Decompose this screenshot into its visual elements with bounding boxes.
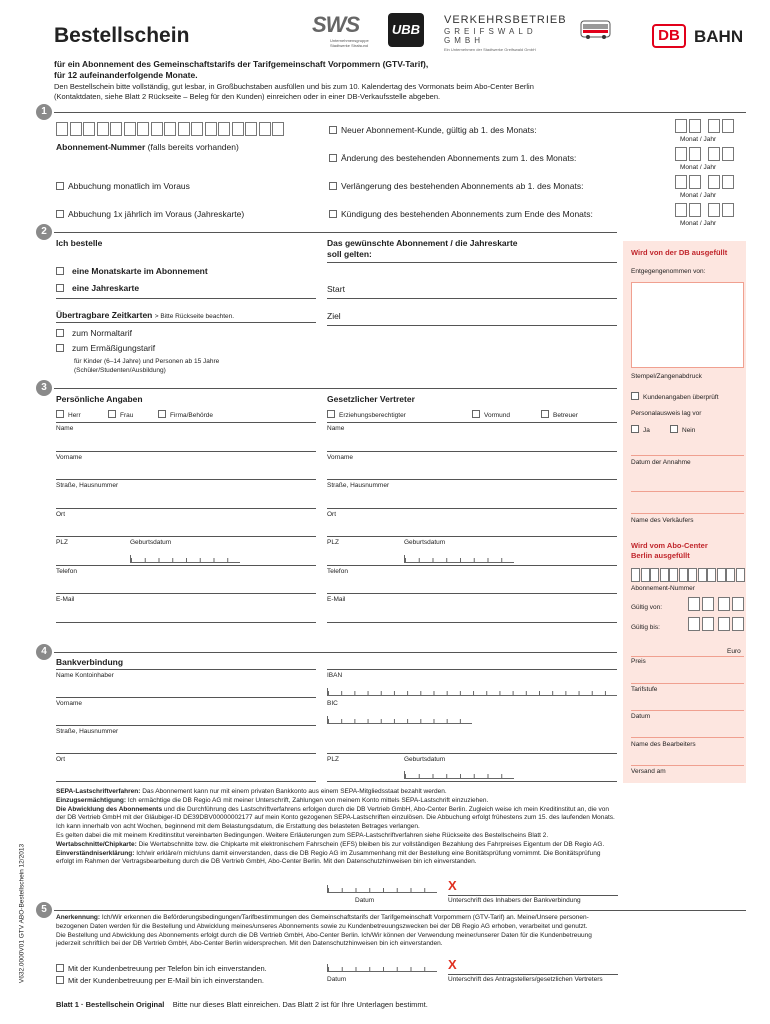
sepa-l3-title: Die Abwicklung des Abonnements	[56, 805, 163, 813]
ermaessigung-hint2: (Schüler/Studenten/Ausbildung)	[74, 367, 166, 374]
bank-geburtsdatum-label: Geburtsdatum	[404, 756, 446, 763]
sepa-l1: Das Abonnement kann nur mit einem privaten Bankkonto aus einem SEPA-Mitgliedsstaat bezahlt werden.	[140, 788, 447, 795]
consent-email-label: Mit der Kundenbetreuung per E-Mail bin ich einverstanden.	[68, 976, 264, 985]
monatskarte-label: eine Monatskarte im Abonnement	[72, 266, 208, 276]
footer-hint: Bitte nur dieses Blatt einreichen. Das Blatt 2 ist für Ihre Unterlagen bestimmt.	[172, 1000, 428, 1009]
geburtsdatum-label: Geburtsdatum	[130, 539, 172, 546]
sepa-date-input[interactable]	[327, 885, 437, 893]
s5-date-input[interactable]	[327, 964, 437, 972]
sepa-l3: und die Durchführung des Lastschriftverfahrens erfolgen durch die DB Vertrieb GmbH, Abo-Center Berlin. Zugleich weise ich mein Kreditinstitut an, die von	[162, 805, 609, 813]
persoenliche-angaben-title: Persönliche Angaben	[56, 394, 143, 404]
vertreter-plz-label: PLZ	[327, 539, 339, 546]
euro-label: Euro	[727, 648, 741, 655]
sepa-text	[56, 788, 756, 867]
versand-label: Versand am	[631, 768, 666, 775]
sepa-l9: erfolgt im Rahmen der Vertragsbearbeitung durch die DB Vertrieb GmbH, Abo-Center Berlin. Mit den Datenschutzhinweisen bin ich einverstanden.	[56, 858, 477, 866]
vertreter-email-label: E-Mail	[327, 596, 346, 603]
s5-sign-mark: X	[448, 957, 457, 972]
s5-signature-label: Unterschrift des Antragstellers/gesetzlichen Vertreters	[448, 976, 603, 983]
checkbox[interactable]	[108, 410, 116, 418]
bank-strasse-label: Straße, Hausnummer	[56, 728, 119, 735]
vertreter-strasse-label: Straße, Hausnummer	[327, 482, 390, 489]
pay-monthly[interactable]	[56, 181, 190, 191]
ermaessigung-option[interactable]	[56, 343, 155, 353]
ermaessigung-hint1: für Kinder (6–14 Jahre) und Personen ab 15 Jahre	[74, 358, 220, 365]
vormund-label: Vormund	[484, 412, 511, 419]
checkbox[interactable]	[56, 964, 64, 972]
ziel-label: Ziel	[327, 311, 341, 321]
checkbox[interactable]	[329, 182, 337, 190]
gueltig-von-boxes[interactable]	[688, 597, 745, 611]
firma-label: Firma/Behörde	[170, 412, 213, 419]
db-panel-title: Wird von der DB ausgefüllt	[631, 248, 728, 257]
month-year-extend[interactable]	[675, 175, 735, 189]
option-extend[interactable]	[329, 181, 583, 191]
footer	[56, 1000, 428, 1009]
vertreter-telefon-label: Telefon	[327, 568, 348, 575]
vertreter-vorname-label: Vorname	[327, 454, 354, 461]
anerkennung-l4: jederzeit schriftlich bei der DB Vertrieb GmbH, Abo-Center Berlin widersprechen. Mit den Datenschutzhinweisen bin ich einverstanden.	[56, 940, 443, 948]
checkbox[interactable]	[56, 284, 64, 292]
checkbox[interactable]	[329, 210, 337, 218]
kontoinhaber-label: Name Kontoinhaber	[56, 672, 114, 679]
abo-number-boxes[interactable]	[56, 122, 286, 136]
checkbox[interactable]	[631, 392, 639, 400]
abo-center-number-boxes[interactable]	[631, 568, 745, 582]
abo-nummer-label: Abonnement-Nummer	[631, 585, 695, 592]
s5-date-label: Datum	[327, 976, 347, 983]
route-title-2: soll gelten:	[327, 249, 372, 259]
sepa-l2-title: Einzugsermächtigung:	[56, 796, 127, 804]
verkaeufer-label: Name des Verkäufers	[631, 517, 694, 524]
bank-vorname-label: Vorname	[56, 700, 83, 707]
intro-line2: für 12 aufeinanderfolgende Monate.	[54, 70, 198, 80]
ubb-logo-text: UBB	[391, 22, 421, 37]
vb-logo-sub: Ein Unternehmen der Stadtwerke Greifswald GmbH	[444, 47, 536, 52]
entgegen-label: Entgegengenommen von:	[631, 268, 706, 275]
checkbox[interactable]	[56, 267, 64, 275]
geburtsdatum-input[interactable]	[130, 555, 240, 563]
vertreter-erziehung[interactable]	[327, 410, 406, 419]
db-logo	[652, 24, 686, 48]
anerkennung-l3: Die Bestellung und Abwicklung des Abonnements erfolgt durch die DB Vertrieb GmbH, Abo-Center Berlin. Ich/Wir können der Verwendung meiner/unserer Daten für die Kundenbetreuung	[56, 931, 592, 939]
bankverbindung-title: Bankverbindung	[56, 657, 124, 667]
vertreter-name-label: Name	[327, 425, 345, 432]
abo-center-title-2: Berlin ausgefüllt	[631, 551, 690, 560]
consent-telefon[interactable]	[56, 964, 267, 973]
page-title: Bestellschein	[54, 24, 190, 47]
sepa-l6: Es gelten dabei die mit meinem Kreditinstitut vereinbarten Bedingungen. Weitere Erläuterungen zum SEPA-Lastschriftverfahren siehe Rückseite des Bestellscheins Blatt 2.	[56, 831, 549, 839]
option-change-label: Änderung des bestehenden Abonnements zum 1. des Monats:	[341, 153, 577, 163]
ausweis-nein[interactable]	[670, 425, 695, 434]
section-4-badge: 4	[36, 644, 52, 660]
option-extend-label: Verlängerung des bestehenden Abonnements ab 1. des Monats:	[341, 181, 584, 191]
abo-center-title-1: Wird vom Abo-Center	[631, 541, 708, 550]
bearbeiter-label: Name des Bearbeiters	[631, 741, 696, 748]
anerkennung-title: Anerkennung:	[56, 914, 101, 921]
ausweis-ja-label: Ja	[643, 427, 650, 434]
gueltig-bis-boxes[interactable]	[688, 617, 745, 631]
bahn-wordmark: BAHN	[694, 27, 744, 46]
month-year-label: Monat / Jahr	[680, 192, 717, 199]
sws-logo	[312, 12, 370, 48]
monatskarte-option[interactable]	[56, 266, 208, 276]
ort-label: Ort	[56, 511, 66, 518]
salutation-frau[interactable]	[108, 410, 133, 419]
sws-logo-sub: Unternehmensgruppe Stadtwerke Stralsund	[330, 38, 369, 48]
month-year-new[interactable]	[675, 119, 735, 133]
herr-label: Herr	[68, 412, 81, 419]
uebertragbar-row	[56, 310, 234, 320]
s5-signature-line[interactable]	[448, 974, 618, 975]
sepa-l5: Ich kann innerhalb von acht Wochen, beginnend mit dem Belastungsdatum, die Erstattung des belasteten Betrages verlangen.	[56, 823, 420, 831]
anerkennung-l1: Ich/Wir erkennen die Beförderungsbedingungen/Tarifbestimmungen des Gemeinschaftstarifs der Tarifgemeinschaft Vorpommern (GTV-Tarif) an. Meine/Unsere personen-	[100, 914, 589, 921]
kundenangaben-label: Kundenangaben überprüft	[643, 394, 719, 401]
vertreter-ort-label: Ort	[327, 511, 337, 518]
pay-yearly[interactable]	[56, 209, 244, 219]
anerkennung-l2: bezogenen Daten werden für die Bestellung und Abwicklung meines/unseres Abonnements sowie zu Kundenbetreuungszwecken bei der DB Regio AG erhoben, verarbeitet und genutzt.	[56, 922, 588, 930]
month-year-cancel[interactable]	[675, 203, 735, 217]
route-title-1: Das gewünschte Abonnement / die Jahreskarte	[327, 238, 518, 248]
month-year-label: Monat / Jahr	[680, 136, 717, 143]
abo-number-hint: (falls bereits vorhanden)	[147, 142, 239, 152]
name-label: Name	[56, 425, 74, 432]
bank-ort-label: Ort	[56, 756, 66, 763]
checkbox[interactable]	[56, 182, 64, 190]
side-text: V632.0000V01 GTV ABO-Bestellschein 12/2013	[18, 843, 26, 984]
abo-number-label	[56, 142, 239, 152]
sepa-sign-mark: X	[448, 878, 457, 893]
ausweis-label: Personalausweis lag vor	[631, 410, 702, 417]
bic-label: BIC	[327, 700, 338, 707]
checkbox[interactable]	[327, 410, 335, 418]
checkbox[interactable]	[56, 344, 64, 352]
month-year-change[interactable]	[675, 147, 735, 161]
bank-plz-label: PLZ	[327, 756, 339, 763]
ich-bestelle: Ich bestelle	[56, 238, 103, 248]
strasse-label: Straße, Hausnummer	[56, 482, 119, 489]
intro-line3: Den Bestellschein bitte vollständig, gut lesbar, in Großbuchstaben ausfüllen und bis zum 10. Kalendertag des Vormonats beim Abo-Center Berlin	[54, 82, 534, 91]
section-1-badge: 1	[36, 104, 52, 120]
footer-blatt: Blatt 1 · Bestellschein Original	[56, 1000, 165, 1009]
checkbox[interactable]	[670, 425, 678, 433]
ermaessigung-label: zum Ermäßigungstarif	[72, 343, 156, 353]
db-logo-text: DB	[658, 27, 680, 44]
option-cancel-label: Kündigung des bestehenden Abonnements zum Ende des Monats:	[341, 209, 593, 219]
start-label: Start	[327, 284, 345, 294]
uebertragbar-title: Übertragbare Zeitkarten	[56, 310, 153, 320]
preis-label: Preis	[631, 658, 646, 665]
jahreskarte-option[interactable]	[56, 283, 139, 293]
email-label: E-Mail	[56, 596, 75, 603]
vertreter-geburtsdatum-label: Geburtsdatum	[404, 539, 446, 546]
bus-icon	[580, 18, 612, 40]
checkbox[interactable]	[56, 976, 64, 984]
sepa-signature-label: Unterschrift des Inhabers der Bankverbindung	[448, 897, 581, 904]
sws-logo-text: SWS	[312, 12, 360, 37]
intro-line1: für ein Abonnement des Gemeinschaftstarifs der Tarifgemeinschaft Vorpommern (GTV-Tarif),	[54, 59, 429, 69]
gueltig-bis-label: Gültig bis:	[631, 624, 660, 631]
checkbox[interactable]	[541, 410, 549, 418]
option-new-label: Neuer Abonnement-Kunde, gültig ab 1. des Monats:	[341, 125, 537, 135]
normaltarif-label: zum Normaltarif	[72, 328, 132, 338]
sepa-l7-title: Wertabschnitte/Chipkarte:	[56, 840, 137, 848]
uebertragbar-hint: > Bitte Rückseite beachten.	[154, 313, 235, 320]
checkbox[interactable]	[56, 210, 64, 218]
telefon-label: Telefon	[56, 568, 77, 575]
sepa-l1-title: SEPA-Lastschriftverfahren:	[56, 788, 141, 795]
sepa-l8: Ich/wir erkläre/n mich/uns damit einverstanden, dass die DB Regio AG im Zusammenhang mit der Bestellung eine Bonitätsprüfung vornimmt. Die Bonitätsprüfung	[134, 849, 601, 857]
betreuer-label: Betreuer	[553, 412, 578, 419]
consent-email[interactable]	[56, 976, 264, 985]
vertreter-betreuer[interactable]	[541, 410, 578, 419]
vertreter-vormund[interactable]	[472, 410, 510, 419]
sepa-l4: der DB Vertrieb GmbH mit der Gläubiger-ID DE39DBV00000002177 auf mein Konto gezogenen SEPA-Lastschriften einzulösen. Die Abbuchung erfolgt frühestens zum 15. des laufenden Monats.	[56, 814, 615, 822]
vorname-label: Vorname	[56, 454, 83, 461]
vertreter-geburtsdatum-input[interactable]	[404, 555, 514, 563]
checkbox[interactable]	[56, 329, 64, 337]
checkbox[interactable]	[158, 410, 166, 418]
checkbox[interactable]	[329, 154, 337, 162]
sepa-signature-line[interactable]	[448, 895, 618, 896]
stempel-label: Stempel/Zangenabdruck	[631, 373, 702, 380]
sepa-l2: Ich ermächtige die DB Regio AG mit meiner Unterschrift, Zahlungen von meinem Konto mittels SEPA-Lastschrift einzuziehen.	[126, 796, 489, 804]
ausweis-nein-label: Nein	[682, 427, 696, 434]
datum-label: Datum	[631, 713, 651, 720]
bank-geburtsdatum-input[interactable]	[404, 771, 514, 779]
salutation-herr[interactable]	[56, 410, 81, 419]
bic-input[interactable]	[327, 716, 472, 724]
stempel-box[interactable]	[631, 282, 744, 368]
month-year-label: Monat / Jahr	[680, 164, 717, 171]
vb-logo-line2: GREIFSWALD GMBH	[444, 27, 537, 45]
gueltig-von-label: Gültig von:	[631, 604, 663, 611]
datum-annahme-label: Datum der Annahme	[631, 459, 691, 466]
plz-label: PLZ	[56, 539, 68, 546]
checkbox[interactable]	[329, 126, 337, 134]
normaltarif-option[interactable]	[56, 328, 132, 338]
erziehung-label: Erziehungsberechtigter	[339, 412, 406, 419]
section-3-badge: 3	[36, 380, 52, 396]
ubb-logo	[388, 13, 424, 47]
vb-logo-line1: VERKEHRSBETRIEB	[444, 14, 567, 26]
sepa-date-label: Datum	[355, 897, 375, 904]
iban-input[interactable]	[327, 688, 617, 696]
consent-telefon-label: Mit der Kundenbetreuung per Telefon bin ich einverstanden.	[68, 964, 267, 973]
iban-label: IBAN	[327, 672, 343, 679]
sepa-l7: Die Wertabschnitte bzw. die Chipkarte mit elektronischem Fahrschein (EFS) bleiben bis zur vollständigen Bezahlung des Fahrpreises Eigentum der DB Regio AG.	[136, 840, 605, 848]
option-new[interactable]	[329, 125, 537, 135]
checkbox[interactable]	[56, 410, 64, 418]
pay-yearly-label: Abbuchung 1x jährlich im Voraus (Jahreskarte)	[68, 209, 245, 219]
vb-logo	[444, 14, 579, 52]
pay-monthly-label: Abbuchung monatlich im Voraus	[68, 181, 190, 191]
jahreskarte-label: eine Jahreskarte	[72, 283, 140, 293]
tarifstufe-label: Tarifstufe	[631, 686, 658, 693]
checkbox[interactable]	[472, 410, 480, 418]
intro-line4: (Kontaktdaten, siehe Blatt 2 Rückseite – Beleg für den Kunden) einreichen oder in einer DB-Verkaufsstelle abgeben.	[54, 92, 441, 101]
sepa-l8-title: Einverständniserklärung:	[56, 849, 135, 857]
section-5-badge: 5	[36, 902, 52, 918]
month-year-label: Monat / Jahr	[680, 220, 717, 227]
option-cancel[interactable]	[329, 209, 593, 219]
vertreter-title: Gesetzlicher Vertreter	[327, 394, 415, 404]
abo-number-title: Abonnement-Nummer	[56, 142, 146, 152]
option-change[interactable]	[329, 153, 576, 163]
section-2-badge: 2	[36, 224, 52, 240]
kundenangaben-check[interactable]	[631, 392, 719, 401]
anerkennung-text	[56, 914, 756, 949]
ausweis-ja[interactable]	[631, 425, 650, 434]
checkbox[interactable]	[631, 425, 639, 433]
salutation-firma[interactable]	[158, 410, 213, 419]
frau-label: Frau	[120, 412, 134, 419]
